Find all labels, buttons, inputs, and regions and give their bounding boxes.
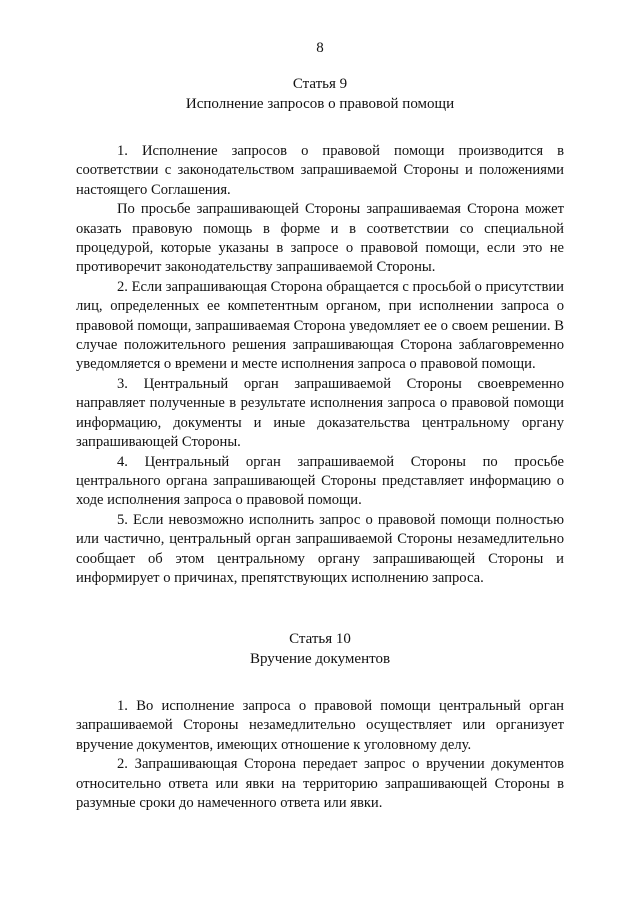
article-paragraph: 5. Если невозможно исполнить запрос о правовой помощи полностью или частично, центральный орган запрашиваемой Стороны незамедлительно сообщает об этом центральному органу запрашивающей Стороны и информирует о причинах, препятствующих исполнению запроса. <box>76 511 564 586</box>
page-number: 8 <box>316 40 324 56</box>
article-paragraph: 2. Запрашивающая Сторона передает запрос о вручении документов относительно ответа или явки на территорию запрашивающей Стороны в разумные сроки до намеченного ответа или явки. <box>76 756 564 812</box>
article-9 <box>76 74 564 588</box>
article-title: Исполнение запросов о правовой помощи <box>185 96 455 112</box>
article-paragraph: 1. Исполнение запросов о правовой помощи производится в соответствии с законодательством запрашиваемой Стороны и положениями настоящего Соглашения. <box>76 143 564 198</box>
article-10 <box>76 629 564 813</box>
article-paragraph: 2. Если запрашивающая Сторона обращается с просьбой о присутствии лиц, определенных ее компетентным органом, при исполнении запроса о правовой помощи, запрашиваемая Сторона уведомляет ее о своем решении. В случае положительного решения запрашивающая Сторона заблаговременно уведомляется о времени и месте исполнения запроса о правовой помощи. <box>76 278 564 373</box>
article-paragraph: 3. Центральный орган запрашиваемой Стороны своевременно направляет полученные в результате исполнения запроса о правовой помощи информацию, документы и иные доказательства центральному органу запрашивающей Стороны. <box>76 375 564 451</box>
article-title: Вручение документов <box>249 651 391 667</box>
article-number-heading: Статья 10 <box>289 631 351 647</box>
article-paragraph: 1. Во исполнение запроса о правовой помощи центральный орган запрашиваемой Стороны незамедлительно осуществляет или организует вручение документов, имеющих отношение к уголовному делу. <box>76 698 564 753</box>
article-paragraph: 4. Центральный орган запрашиваемой Стороны по просьбе центрального органа запрашивающей Стороны представляет информацию о ходе исполнения запроса о правовой помощи. <box>76 453 564 509</box>
article-paragraph: По просьбе запрашивающей Стороны запрашиваемая Сторона может оказать правовую помощь в форме и в соответствии со специальной процедурой, которые указаны в запросе о правовой помощи, если это не противоречит законодательству запрашиваемой Стороны. <box>76 201 564 276</box>
article-number-heading: Статья 9 <box>292 76 348 92</box>
